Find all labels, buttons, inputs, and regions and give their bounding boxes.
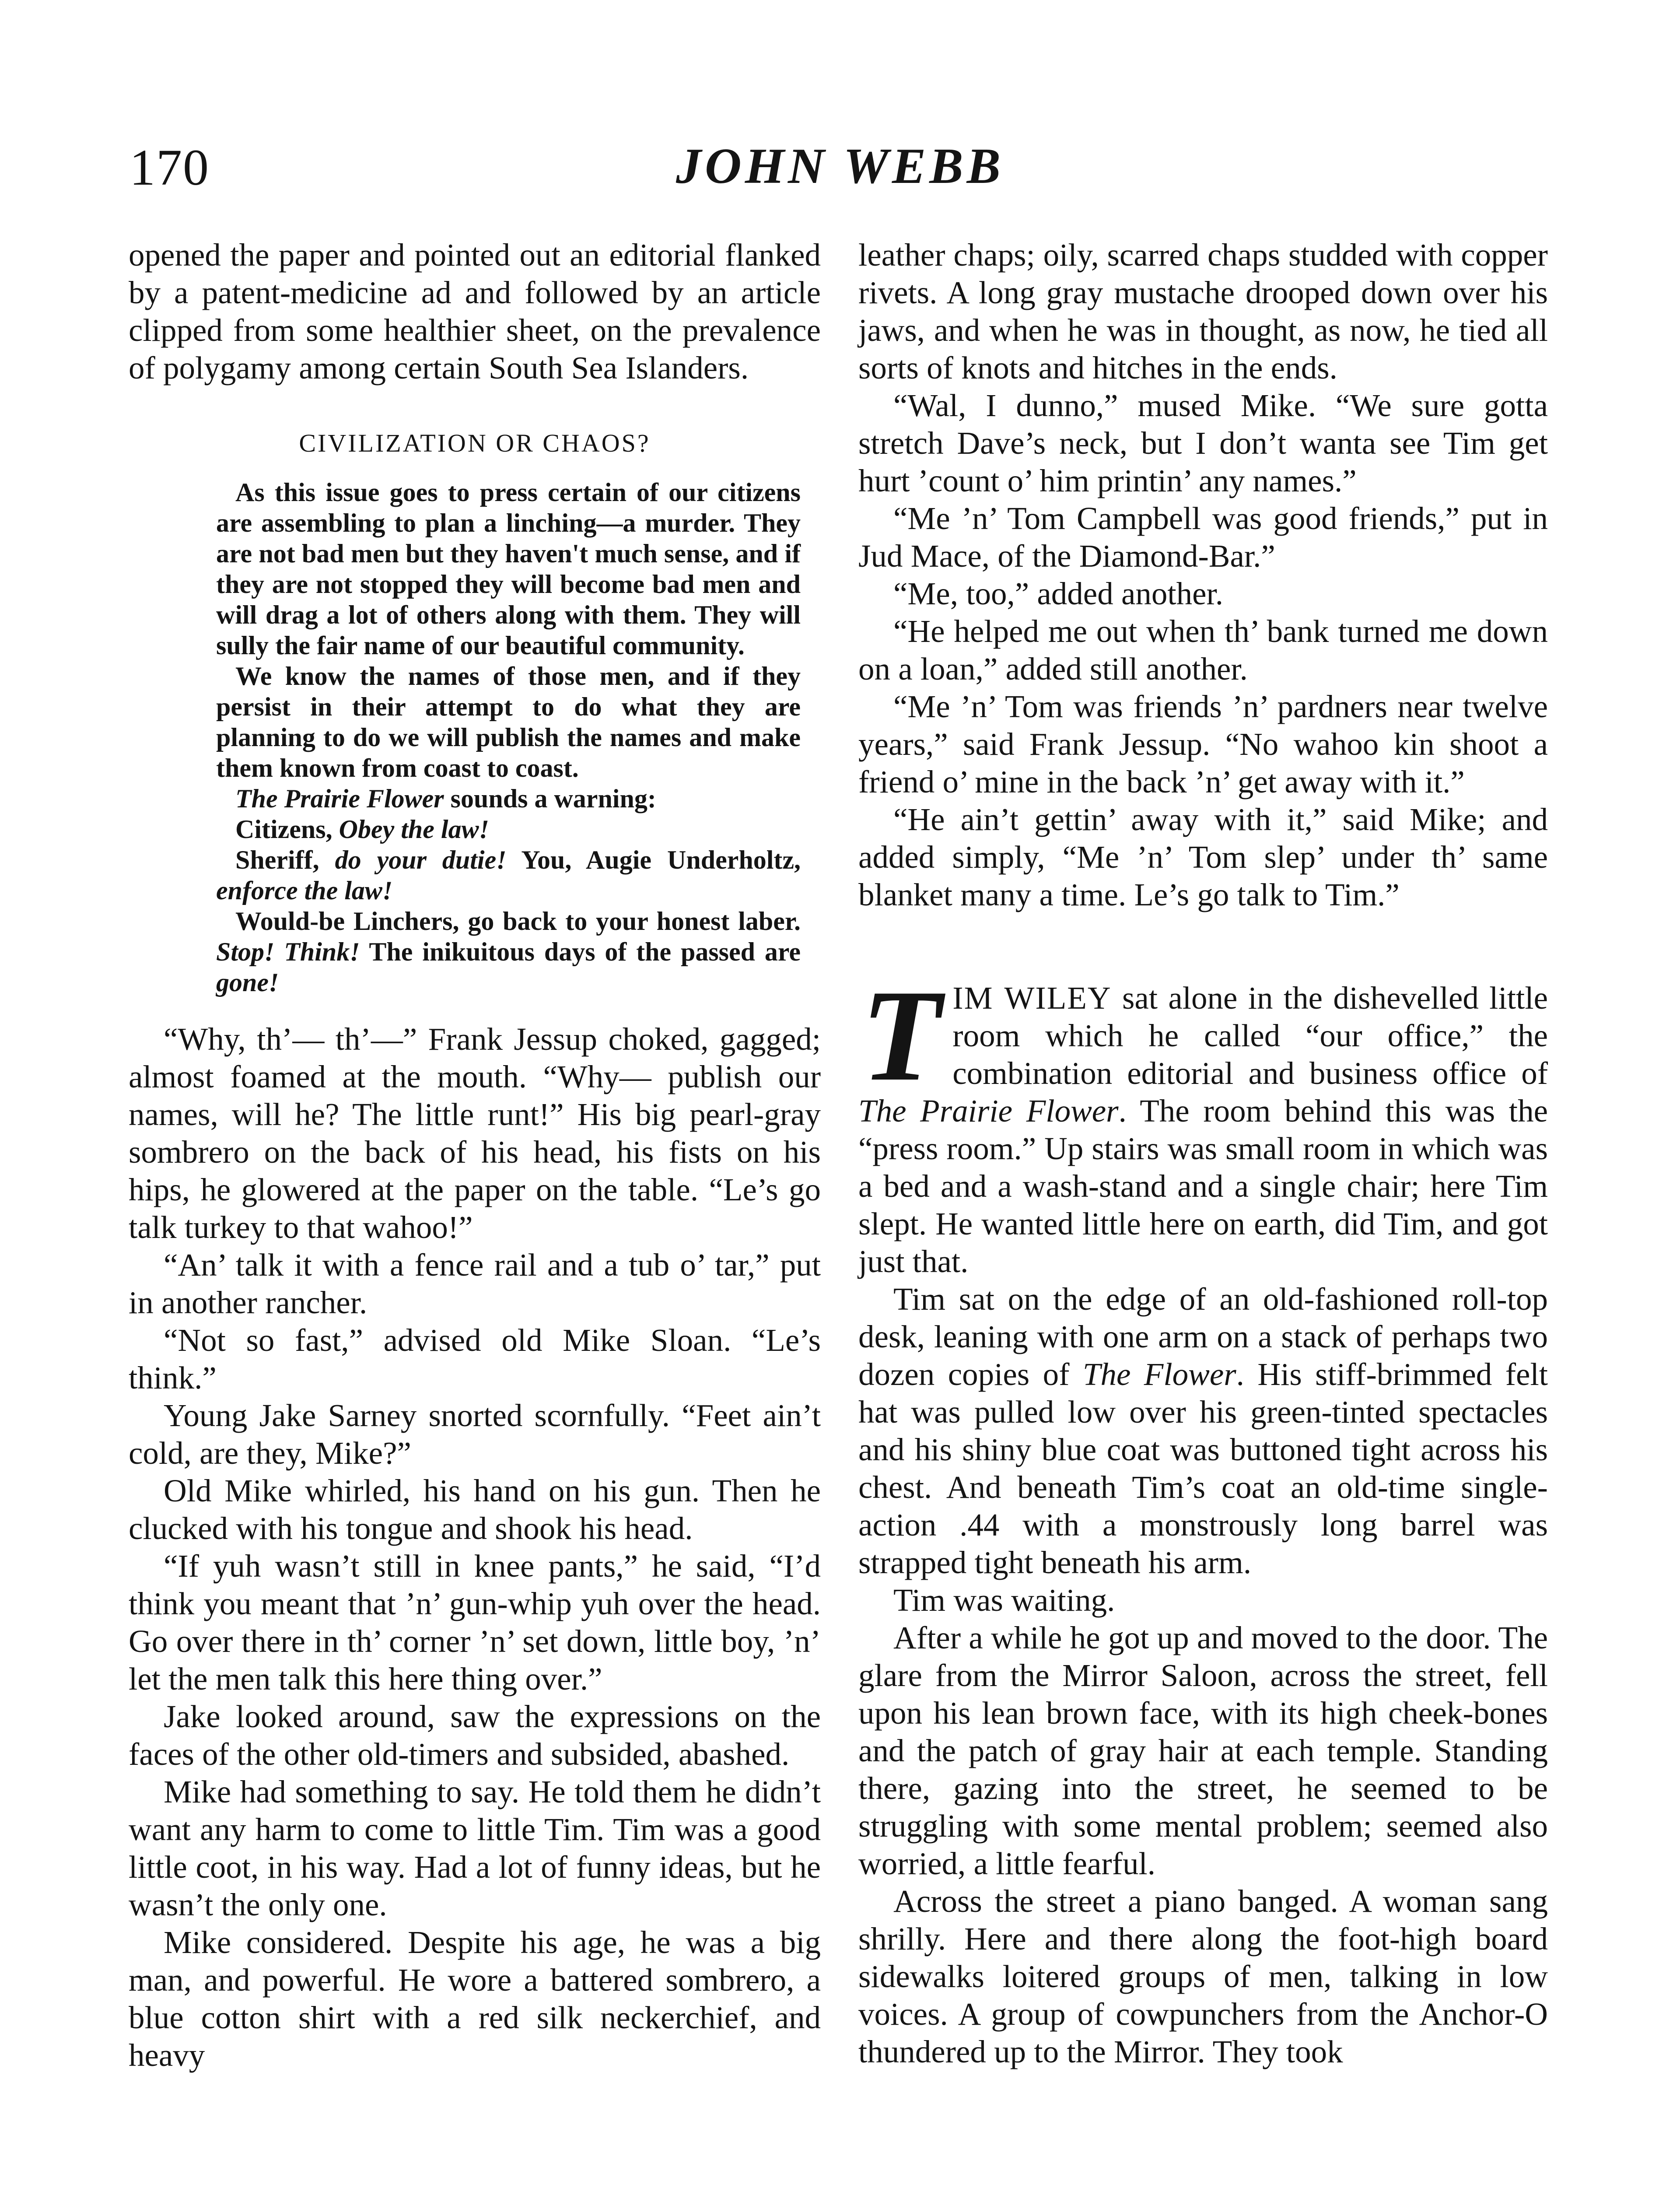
opening-text-end: . The room behind this was the “press room.” Up stairs was small room in which was a bed and a wash-stand and a single chair; here Tim slept. He wanted little here on earth, did Tim, and got just that. bbox=[858, 1093, 1548, 1279]
desk-paragraph bbox=[858, 1280, 1548, 1581]
story-paragraph: “He helped me out when th’ bank turned me down on a loan,” added still another. bbox=[858, 614, 1548, 687]
story-paragraph: Old Mike whirled, his hand on his gun. Then he clucked with his tongue and shook his head. bbox=[129, 1473, 821, 1546]
story-paragraph: leather chaps; oily, scarred chaps studded with copper rivets. A long gray mustache drooped down over his jaws, and when he was in thought, as now, he tied all sorts of knots and hitches in the ends. bbox=[858, 237, 1548, 386]
editorial-title: CIVILIZATION OR CHAOS? bbox=[299, 429, 651, 457]
story-paragraph: “Why, th’— th’—” Frank Jessup choked, gagged; almost foamed at the mouth. “Why— publish our names, will he? The little runt!” His big pearl-gray sombrero on the back of his head, his fists on his hips, he glowered at the paper on the table. “Le’s go talk turkey to that wahoo!” bbox=[129, 1021, 821, 1245]
warning-text: sounds a warning: bbox=[444, 784, 656, 813]
page-number: 170 bbox=[130, 139, 210, 196]
drop-cap: T bbox=[861, 963, 942, 1108]
newspaper-name: The Prairie Flower bbox=[858, 1093, 1119, 1129]
editorial-paragraph-2: We know the names of those men, and if they persist in their attempt to do what they are planning to do we will publish the names and make them known from coast to coast. bbox=[216, 662, 801, 782]
story-paragraph: “Me ’n’ Tom Campbell was good friends,” put in Jud Mace, of the Diamond-Bar.” bbox=[858, 501, 1548, 574]
lead-in-caps: IM WILEY bbox=[952, 980, 1112, 1016]
story-paragraph: Tim was waiting. bbox=[893, 1582, 1115, 1618]
section-start bbox=[858, 963, 1548, 1280]
linchers-end: gone! bbox=[216, 968, 279, 997]
opening-text: sat alone in the dishevelled little room which he called “our office,” the combination editorial and business office of bbox=[952, 980, 1548, 1091]
newspaper-name-short: The Flower bbox=[1082, 1357, 1236, 1392]
story-paragraph: Mike had something to say. He told them he didn’t want any harm to come to little Tim. Tim was a good little coot, in his way. Had a lot of funny ideas, but he wasn’t the only one. bbox=[129, 1774, 821, 1922]
intro-paragraph: opened the paper and pointed out an editorial flanked by a patent-medicine ad and followed by an article clipped from some healthier sheet, on the prevalence of polygamy among certain South Sea Islanders. bbox=[129, 237, 821, 386]
desk-text-end: . His stiff-brimmed felt hat was pulled low over his green-tinted spectacles and his shiny blue coat was buttoned tight across his chest. And beneath Tim’s coat an old-time single-action .44 with a monstrously long barrel was strapped tight beneath his arm. bbox=[858, 1357, 1548, 1580]
editorial-linchers bbox=[216, 906, 801, 998]
editorial-warning bbox=[216, 783, 801, 814]
desk-text: Tim sat on the edge of an old-fashioned roll-top desk, leaning with one arm on a stack of perhaps two dozen copies of bbox=[858, 1281, 1548, 1392]
editorial-paragraph-1: As this issue goes to press certain of our citizens are assembling to plan a linching—a murder. They are not bad men but they haven't much sense, and if they are not stopped they will become bad men and will drag a lot of others along with them. They will sully the fair name of our beautiful community. bbox=[216, 478, 801, 660]
sheriff-command: do your dutie! bbox=[335, 845, 507, 874]
story-paragraph: Jake looked around, saw the expressions on the faces of the other old-timers and subsided, abashed. bbox=[129, 1699, 821, 1772]
left-column bbox=[129, 236, 821, 2074]
story-paragraph: “If yuh wasn’t still in knee pants,” he said, “I’d think you meant that ’n’ gun-whip yuh over the head. Go over there in th’ corner ’n’ set down, little boy, ’n’ let the men talk this here thing over.” bbox=[129, 1548, 821, 1697]
linchers-command: Stop! Think! bbox=[216, 937, 360, 966]
story-paragraph: “An’ talk it with a fence rail and a tub o’ tar,” put in another rancher. bbox=[129, 1247, 821, 1320]
citizens-lead: Citizens, bbox=[235, 815, 339, 844]
story-paragraph: “Me, too,” added another. bbox=[893, 576, 1224, 611]
linchers-lead: Would-be Linchers, go back to your honest laber. bbox=[235, 907, 801, 936]
newspaper-name: The Prairie Flower bbox=[235, 784, 444, 813]
editorial-sheriff bbox=[216, 845, 801, 906]
running-title: JOHN WEBB bbox=[676, 138, 1004, 194]
editorial-citizens bbox=[216, 814, 801, 845]
section-opening-paragraph bbox=[858, 963, 1548, 1280]
linchers-mid: The inikuitous days of the passed are bbox=[360, 937, 801, 966]
right-column bbox=[858, 236, 1548, 2071]
citizens-command: Obey the law! bbox=[339, 815, 489, 844]
augie-command: enforce the law! bbox=[216, 876, 393, 905]
story-paragraph: “Me ’n’ Tom was friends ’n’ pardners near twelve years,” said Frank Jessup. “No wahoo kin shoot a friend o’ mine in the back ’n’ get away with it.” bbox=[858, 689, 1548, 799]
editorial-block bbox=[129, 477, 821, 998]
story-paragraph: Mike considered. Despite his age, he was a big man, and powerful. He wore a battered sombrero, a blue cotton shirt with a red silk neckerchief, and heavy bbox=[129, 1925, 821, 2073]
story-paragraph: After a while he got up and moved to the door. The glare from the Mirror Saloon, across the street, fell upon his lean brown face, with its high cheek-bones and the patch of gray hair at each temple. Standing there, gazing into the street, he seemed to be struggling with some mental problem; seemed also worried, a little fearful. bbox=[858, 1620, 1548, 1881]
sheriff-mid: You, Augie Underholtz, bbox=[506, 845, 801, 874]
story-paragraph: “Not so fast,” advised old Mike Sloan. “Le’s think.” bbox=[129, 1322, 821, 1396]
story-paragraph: “He ain’t gettin’ away with it,” said Mike; and added simply, “Me ’n’ Tom slep’ under th’ same blanket many a time. Le’s go talk to Tim.” bbox=[858, 802, 1548, 912]
story-paragraph: “Wal, I dunno,” mused Mike. “We sure gotta stretch Dave’s neck, but I don’t wanta see Tim get hurt ’count o’ him printin’ any names.” bbox=[858, 388, 1548, 498]
story-paragraph: Across the street a piano banged. A woman sang shrilly. Here and there along the foot-high board sidewalks loitered groups of men, talking in low voices. A group of cowpunchers from the Anchor-O thundered up to the Mirror. They took bbox=[858, 1883, 1548, 2069]
sheriff-lead: Sheriff, bbox=[235, 845, 335, 874]
story-paragraph: Young Jake Sarney snorted scornfully. “Feet ain’t cold, are they, Mike?” bbox=[129, 1398, 821, 1471]
